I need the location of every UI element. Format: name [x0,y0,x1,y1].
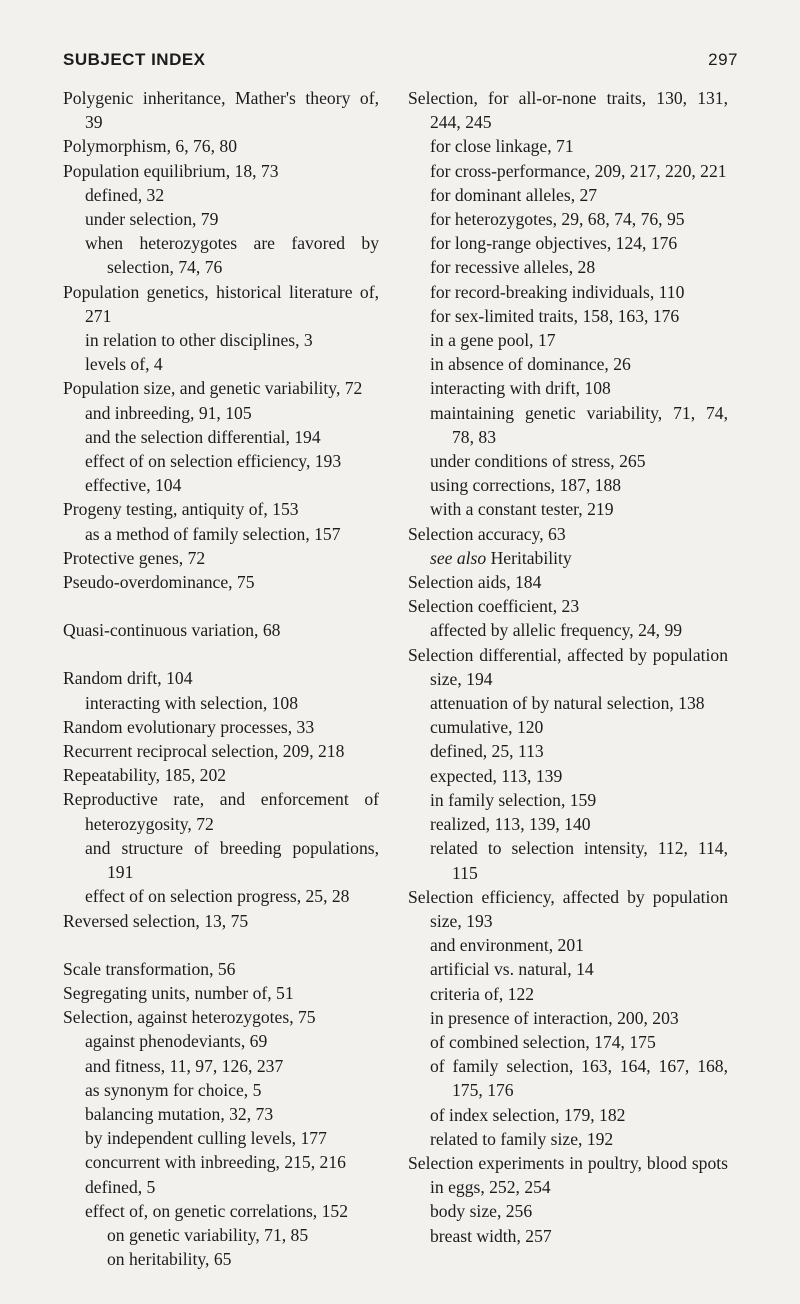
index-subentry: for recessive alleles, 28 [430,257,596,278]
index-subentry: maintaining genetic variability, 71, 74, 78, 83 [430,402,728,447]
index-subentry: in family selection, 159 [430,789,597,810]
index-entry: Selection aids, 184 [408,572,542,593]
index-subentry: body size, 256 [430,1201,533,1222]
index-subentry: levels of, 4 [85,354,163,375]
index-entry: Selection efficiency, affected by population size, 193 [408,886,728,931]
header-title: SUBJECT INDEX [63,50,206,69]
section-gap [63,594,379,618]
index-entry: Quasi-continuous variation, 68 [63,620,281,641]
index-subentry: as a method of family selection, 157 [85,523,341,544]
index-subentry: affected by allelic frequency, 24, 99 [430,620,683,641]
index-subentry: of combined selection, 174, 175 [430,1031,656,1052]
index-subentry: interacting with drift, 108 [430,378,611,399]
index-subentry: under selection, 79 [85,209,219,230]
index-subentry: of index selection, 179, 182 [430,1104,626,1125]
index-subentry: attenuation of by natural selection, 138 [430,693,705,714]
index-subentry: expected, 113, 139 [430,765,563,786]
index-entry: Random evolutionary processes, 33 [63,716,315,737]
index-subentry: when heterozygotes are favored by selection, 74, 76 [85,233,379,278]
index-subentry: and structure of breeding populations, 191 [85,837,379,883]
index-entry: Repeatability, 185, 202 [63,765,227,786]
index-subentry: against phenodeviants, 69 [85,1031,268,1052]
index-entry: Reversed selection, 13, 75 [63,910,249,931]
index-entry: Scale transformation, 56 [63,958,236,979]
page-number: 297 [708,50,738,69]
index-subentry: effect of on selection efficiency, 193 [85,451,342,472]
index-entry: Polymorphism, 6, 76, 80 [63,136,237,157]
index-subentry: and fitness, 11, 97, 126, 237 [85,1055,284,1076]
index-entry: Selection, for all-or-none traits, 130, 131, 244, 245 [408,88,728,133]
index-subentry: related to family size, 192 [430,1128,614,1149]
index-subentry: for record-breaking individuals, 110 [430,281,685,302]
index-entry: Selection experiments in poultry, blood spots in eggs, 252, 254 [408,1152,728,1198]
index-entry: Population size, and genetic variability, 72 [63,378,363,399]
cross-reference-target: Heritability [486,547,572,568]
index-subentry: on genetic variability, 71, 85 [107,1224,309,1245]
index-entry: Population equilibrium, 18, 73 [63,160,279,181]
index-subentry: and the selection differential, 194 [85,426,321,447]
index-subentry: for heterozygotes, 29, 68, 74, 76, 95 [430,209,685,230]
index-subentry: defined, 32 [85,184,165,205]
index-subentry: effect of on selection progress, 25, 28 [85,886,350,907]
index-subentry: breast width, 257 [430,1225,552,1246]
index-subentry: and inbreeding, 91, 105 [85,402,252,423]
index-subentry: balancing mutation, 32, 73 [85,1103,274,1124]
section-gap [63,933,379,957]
index-subentry: using corrections, 187, 188 [430,475,622,496]
index-subentry: interacting with selection, 108 [85,692,299,713]
index-subentry: effective, 104 [85,475,182,496]
index-subentry: and environment, 201 [430,935,584,956]
index-subentry: under conditions of stress, 265 [430,451,646,472]
index-column-left [63,86,379,1271]
index-subentry: in presence of interaction, 200, 203 [430,1007,679,1028]
index-entry: Protective genes, 72 [63,547,206,568]
index-entry: Population genetics, historical literature of, 271 [63,281,379,326]
index-subentry: concurrent with inbreeding, 215, 216 [85,1152,346,1173]
index-subentry: effect of, on genetic correlations, 152 [85,1200,348,1221]
index-subentry: for cross-performance, 209, 217, 220, 221 [430,160,727,181]
index-subentry: for long-range objectives, 124, 176 [430,233,678,254]
index-subentry: defined, 5 [85,1176,156,1197]
index-entry: Segregating units, number of, 51 [63,982,294,1003]
index-subentry: in relation to other disciplines, 3 [85,330,313,351]
index-subentry [408,546,728,570]
index-entry: Selection, against heterozygotes, 75 [63,1007,316,1028]
index-entry: Progeny testing, antiquity of, 153 [63,499,299,520]
index-subentry: as synonym for choice, 5 [85,1079,262,1100]
index-subentry: criteria of, 122 [430,983,535,1004]
index-entry: Selection coefficient, 23 [408,596,580,617]
index-subentry: realized, 113, 139, 140 [430,814,591,835]
section-gap [63,642,379,666]
running-header [63,50,738,78]
index-subentry: for close linkage, 71 [430,136,574,157]
index-entry: Random drift, 104 [63,668,193,689]
index-subentry: on heritability, 65 [107,1249,232,1270]
index-entry: Polygenic inheritance, Mather's theory of, 39 [63,88,379,133]
cross-reference-label: see also [430,547,487,568]
index-subentry: for sex-limited traits, 158, 163, 176 [430,305,680,326]
index-entry: Recurrent reciprocal selection, 209, 218 [63,741,345,762]
index-subentry: cumulative, 120 [430,717,544,738]
index-entry: Selection accuracy, 63 [408,523,566,544]
index-subentry: defined, 25, 113 [430,741,544,762]
index-subentry: artificial vs. natural, 14 [430,959,594,980]
index-subentry: in a gene pool, 17 [430,330,556,351]
index-entry: Pseudo-overdominance, 75 [63,572,255,593]
index-subentry: in absence of dominance, 26 [430,354,631,375]
index-entry: Selection differential, affected by population size, 194 [408,644,728,689]
index-subentry: of family selection, 163, 164, 167, 168, 175, 176 [430,1056,728,1101]
index-subentry: with a constant tester, 219 [430,499,614,520]
index-subentry: for dominant alleles, 27 [430,184,598,205]
index-entry: Reproductive rate, and enforcement of heterozygosity, 72 [63,789,379,834]
index-column-right [408,86,728,1248]
index-subentry: by independent culling levels, 177 [85,1128,327,1149]
index-subentry: related to selection intensity, 112, 114, 115 [430,838,728,883]
